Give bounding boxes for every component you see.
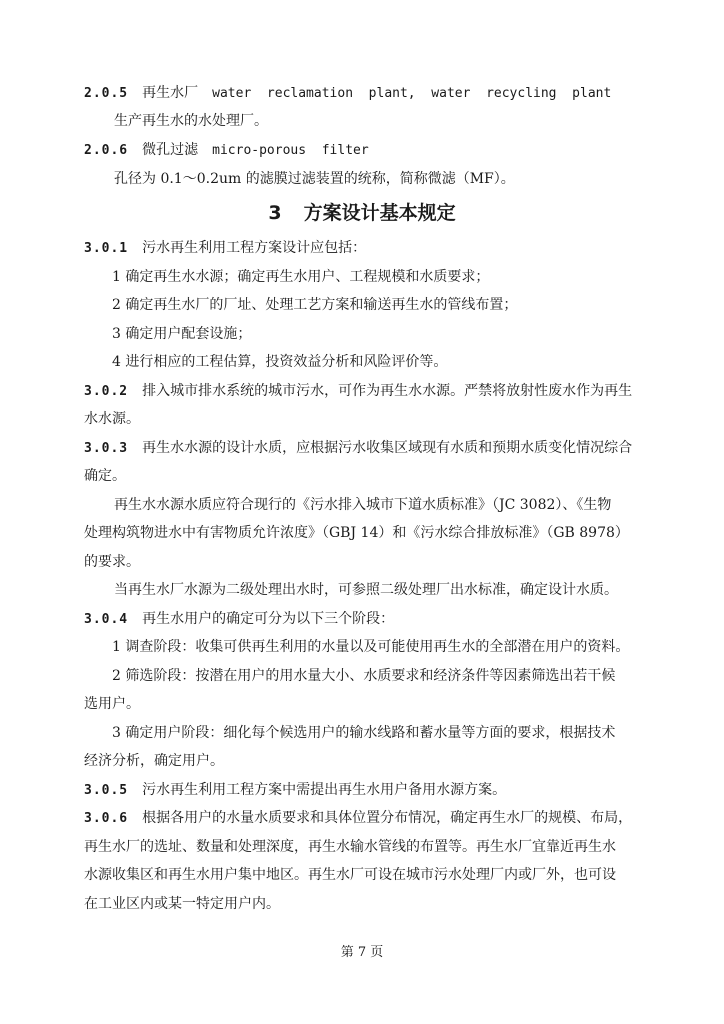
clause-continuation: 在工业区内或某一特定用户内。 xyxy=(84,896,280,912)
clause-number: 3.0.1 xyxy=(84,241,129,256)
clause-3-0-2 xyxy=(84,381,704,402)
term-2-0-6-definition: 孔径为 0.1～0.2um 的滤膜过滤装置的统称，简称微滤（MF）。 xyxy=(114,171,515,187)
term-2-0-5-definition: 生产再生水的水处理厂。 xyxy=(114,113,268,129)
term-2-0-5-heading xyxy=(84,83,704,104)
term-english: water reclamation plant, water recycling plant xyxy=(212,86,612,101)
list-item: 1 调查阶段：收集可供再生利用的水量以及可能使用再生水的全部潜在用户的资料。 xyxy=(112,639,630,655)
clause-text: 根据各用户的水量水质要求和具体位置分布情况，确定再生水厂的规模、布局， xyxy=(142,810,633,826)
list-item: 3 确定用户配套设施； xyxy=(112,326,252,342)
clause-3-0-6 xyxy=(84,808,704,829)
clause-continuation: 水水源。 xyxy=(84,411,140,427)
section-title xyxy=(0,200,724,226)
list-item: 4 进行相应的工程估算，投资效益分析和风险评价等。 xyxy=(112,354,448,370)
list-item: 3 确定用户阶段：细化每个候选用户的输水线路和蓄水量等方面的要求，根据技术 xyxy=(112,725,616,741)
clause-continuation: 再生水厂的选址、数量和处理深度，再生水输水管线的布置等。再生水厂宜靠近再生水 xyxy=(84,839,616,855)
clause-text: 污水再生利用工程方案中需提出再生水用户备用水源方案。 xyxy=(142,782,507,798)
list-item-continuation: 经济分析，确定用户。 xyxy=(84,753,224,769)
list-item: 1 确定再生水水源；确定再生水用户、工程规模和水质要求； xyxy=(112,269,490,285)
paragraph-line: 处理构筑物进水中有害物质允许浓度》（GBJ 14）和《污水综合排放标准》（GB 8978） xyxy=(84,525,629,541)
clause-number: 2.0.6 xyxy=(84,143,129,158)
clause-number: 3.0.6 xyxy=(84,811,129,826)
paragraph-line: 当再生水厂水源为二级处理出水时，可参照二级处理厂出水标准，确定设计水质。 xyxy=(114,582,618,598)
clause-continuation: 确定。 xyxy=(84,468,126,484)
term-name: 微孔过滤 xyxy=(142,142,199,158)
list-item: 2 筛选阶段：按潜在用户的用水量大小、水质要求和经济条件等因素筛选出若干候 xyxy=(112,668,616,684)
clause-3-0-3 xyxy=(84,438,704,459)
term-name: 再生水厂 xyxy=(142,85,199,101)
clause-3-0-5 xyxy=(84,780,704,801)
clause-text: 再生水用户的确定可分为以下三个阶段： xyxy=(142,611,395,627)
clause-continuation: 水源收集区和再生水用户集中地区。再生水厂可设在城市污水处理厂内或厂外，也可设 xyxy=(84,867,616,883)
list-item-continuation: 选用户。 xyxy=(84,696,140,712)
term-2-0-6-heading xyxy=(84,140,704,161)
clause-number: 3.0.2 xyxy=(84,384,129,399)
clause-3-0-4 xyxy=(84,609,704,630)
paragraph-line: 再生水水源水质应符合现行的《污水排入城市下道水质标准》（JC 3082）、《生物 xyxy=(114,497,612,513)
list-item: 2 确定再生水厂的厂址、处理工艺方案和输送再生水的管线布置； xyxy=(112,297,518,313)
clause-number: 3.0.4 xyxy=(84,612,129,627)
clause-text: 再生水水源的设计水质，应根据污水收集区域现有水质和预期水质变化情况综合 xyxy=(142,440,633,456)
clause-number: 3.0.3 xyxy=(84,441,129,456)
page-number: 第 7 页 xyxy=(340,945,384,960)
term-english: micro-porous filter xyxy=(212,143,369,158)
clause-3-0-1 xyxy=(84,238,704,259)
section-title-text: 方案设计基本规定 xyxy=(303,202,456,224)
clause-text: 污水再生利用工程方案设计应包括： xyxy=(142,240,367,256)
clause-text: 排入城市排水系统的城市污水，可作为再生水水源。严禁将放射性废水作为再生 xyxy=(142,383,633,399)
paragraph-line: 的要求。 xyxy=(84,554,140,570)
clause-number: 3.0.5 xyxy=(84,783,129,798)
clause-number: 2.0.5 xyxy=(84,86,129,101)
section-number: 3 xyxy=(268,202,282,224)
